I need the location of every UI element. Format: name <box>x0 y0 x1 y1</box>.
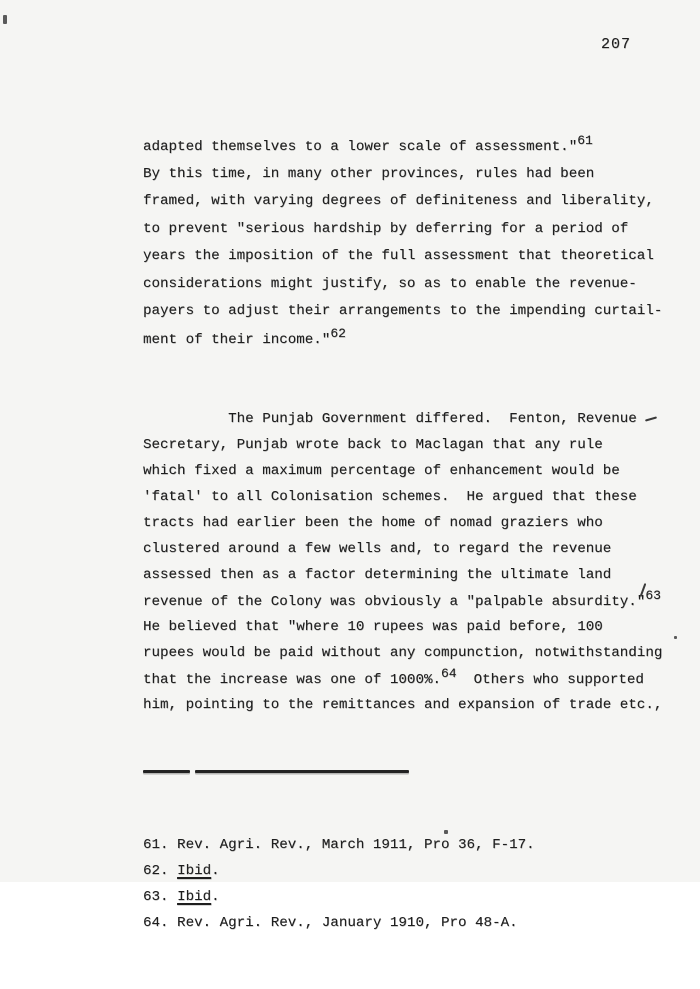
separator-dash <box>143 770 190 773</box>
paragraph-assessment <box>143 133 678 358</box>
ink-speck <box>444 830 448 834</box>
footnote-marker: 63 <box>645 588 661 603</box>
text-line: 63. Ibid. <box>143 889 220 905</box>
separator-rule <box>195 770 409 773</box>
text-line: to prevent "serious hardship by deferring for a period of <box>143 220 629 237</box>
page-content <box>143 90 678 989</box>
footnote-marker: 61 <box>577 133 593 148</box>
text-line: tracts had earlier been the home of nomad graziers who <box>143 515 603 531</box>
footnote-separator <box>143 770 409 773</box>
text-line: 61. Rev. Agri. Rev., March 1911, Pro 36, F-17. <box>143 837 535 853</box>
text-line: considerations might justify, so as to enable the revenue- <box>143 275 637 292</box>
text-line: The Punjab Government differed. Fenton, Revenue <box>143 411 637 427</box>
text-line: By this time, in many other provinces, rules had been <box>143 165 595 182</box>
text-line: 'fatal' to all Colonisation schemes. He argued that these <box>143 489 637 505</box>
ink-speck <box>674 636 677 639</box>
text-line: which fixed a maximum percentage of enhancement would be <box>143 463 620 479</box>
text-line: payers to adjust their arrangements to the impending curtail- <box>143 303 663 319</box>
text-line: clustered around a few wells and, to regard the revenue <box>143 541 612 557</box>
text-line: him, pointing to the remittances and expansion of trade etc., <box>143 697 663 713</box>
text-line: ment of their income."62 <box>143 325 346 348</box>
text-line: He believed that "where 10 rupees was paid before, 100 <box>143 619 603 635</box>
text-line: that the increase was one of 1000%.64 Others who supported <box>143 666 644 688</box>
page-number: 207 <box>601 36 632 53</box>
text-line: years the imposition of the full assessment that theoretical <box>143 248 654 264</box>
text-line: adapted themselves to a lower scale of assessment."61 <box>143 133 593 155</box>
footnotes-section <box>143 837 678 941</box>
text-line: 62. Ibid. <box>143 863 220 879</box>
text-line: assessed then as a factor determining the ultimate land <box>143 567 612 583</box>
text-line: rupees would be paid without any compunction, notwithstanding <box>143 645 663 661</box>
ink-speck <box>3 15 7 24</box>
footnote-marker: 62 <box>330 325 346 341</box>
text-line: framed, with varying degrees of definiteness and liberality, <box>143 193 654 209</box>
text-line: 64. Rev. Agri. Rev., January 1910, Pro 48-A. <box>143 915 518 931</box>
paragraph-punjab-government <box>143 411 678 723</box>
text-line: Secretary, Punjab wrote back to Maclagan that any rule <box>143 437 603 453</box>
footnote-marker: 64 <box>441 666 457 681</box>
text-line: revenue of the Colony was obviously a "palpable absurdity."63 <box>143 588 661 610</box>
